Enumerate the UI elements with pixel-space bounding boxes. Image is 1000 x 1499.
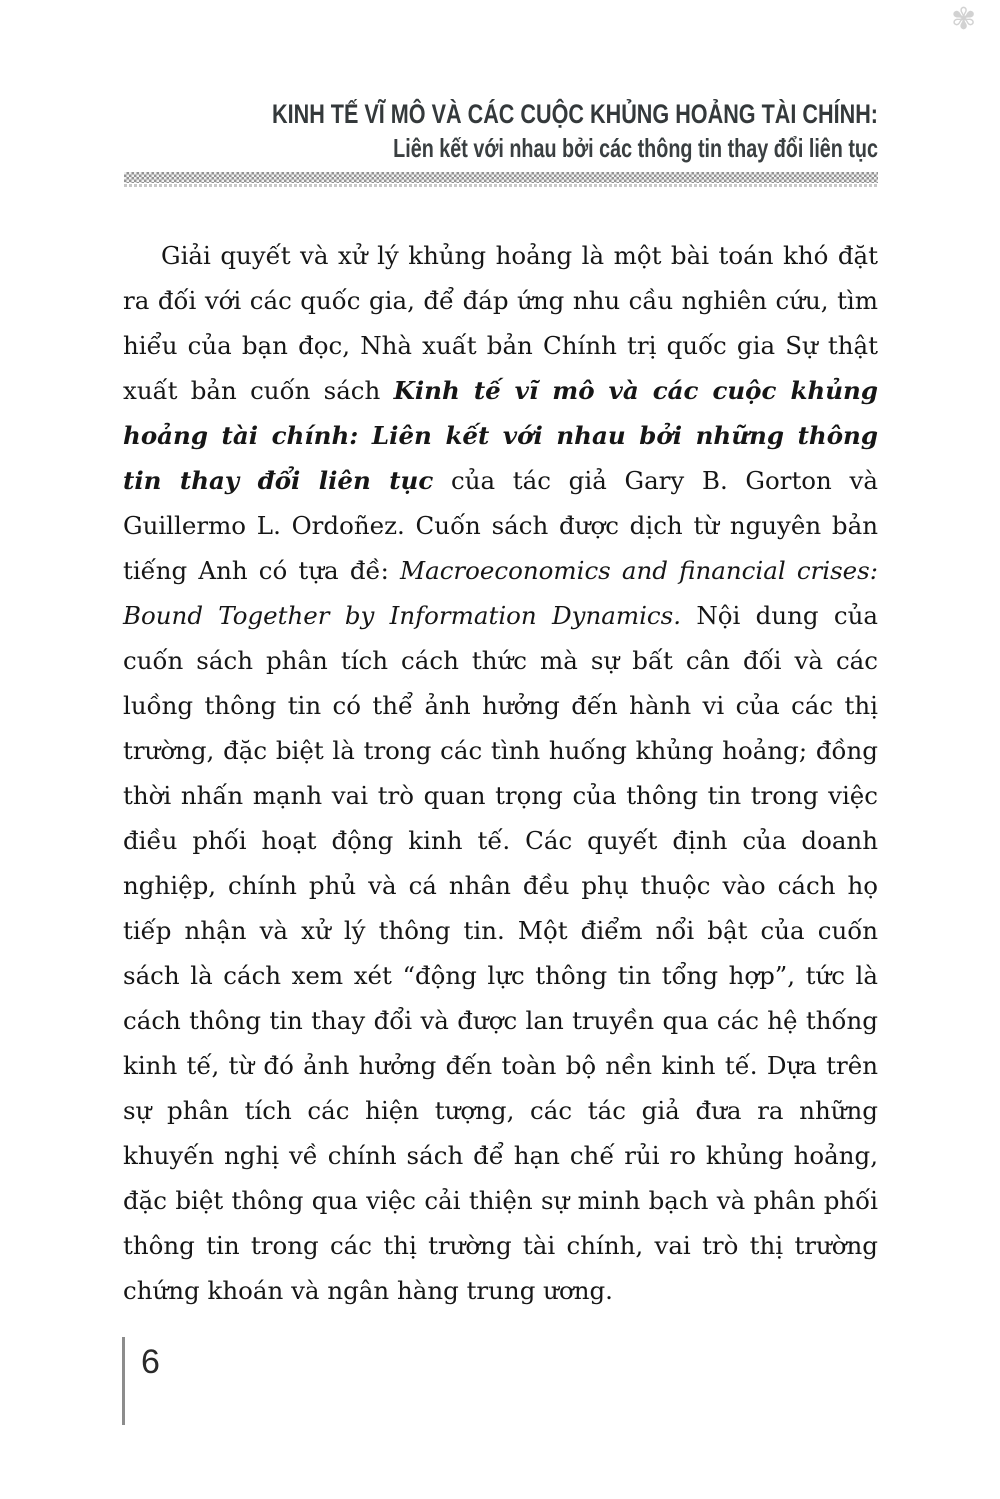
paragraph-segment: của tác giả Gary B. Gorton và Guillermo L. Ordoñez. Cuốn sách được dịch từ nguyên bản tiếng Anh có tựa đề: [123,466,878,585]
running-header-subtitle: Liên kết với nhau bởi các thông tin thay đổi liên tục [393,133,878,163]
paragraph-segment: Giải quyết và xử lý khủng hoảng là một bài toán khó đặt ra đối với các quốc gia, để đáp ứng nhu cầu nghiên cứu, tìm hiểu của bạn đọc, Nhà xuất bản Chính trị quốc gia Sự thật xuất bản cuốn sách [123,241,878,405]
page-footer [122,1337,160,1425]
decorative-rule [124,172,878,187]
footer-rule [122,1337,125,1425]
page-number: 6 [141,1343,160,1381]
page-body [123,233,878,1313]
decorative-rule-dots [124,184,878,187]
running-header [0,99,878,163]
flower-icon: ✾ [951,2,977,37]
paragraph-segment: Nội dung của cuốn sách phân tích cách thức mà sự bất cân đối và các luồng thông tin có thể ảnh hưởng đến hành vi của các thị trường, đặc biệt là trong các tình huống khủng hoảng; đồng thời nhấn mạnh vai trò quan trọng của thông tin trong việc điều phối hoạt động kinh tế. Các quyết định của doanh nghiệp, chính phủ và cá nhân đều phụ thuộc vào cách họ tiếp nhận và xử lý thông tin. Một điểm nổi bật của cuốn sách là cách xem xét “động lực thông tin tổng hợp”, tức là cách thông tin thay đổi và được lan truyền qua các hệ thống kinh tế, từ đó ảnh hưởng đến toàn bộ nền kinh tế. Dựa trên sự phân tích các hiện tượng, các tác giả đưa ra những khuyến nghị về chính sách để hạn chế rủi ro khủng hoảng, đặc biệt thông qua việc cải thiện sự minh bạch và phân phối thông tin trong các thị trường tài chính, vai trò thị trường chứng khoán và ngân hàng trung ương. [123,601,878,1305]
book-title-vietnamese: Kinh tế vĩ mô và các cuộc khủng hoảng tài chính: Liên kết với nhau bởi những thông tin thay đổi liên tục [123,376,878,495]
running-header-title: KINH TẾ VĨ MÔ VÀ CÁC CUỘC KHỦNG HOẢNG TÀI CHÍNH: [271,99,878,129]
body-paragraph [123,233,878,1313]
decorative-rule-band [124,172,878,183]
book-title-english: Macroeconomics and financial crises: Bound Together by Information Dynamics. [123,556,878,630]
